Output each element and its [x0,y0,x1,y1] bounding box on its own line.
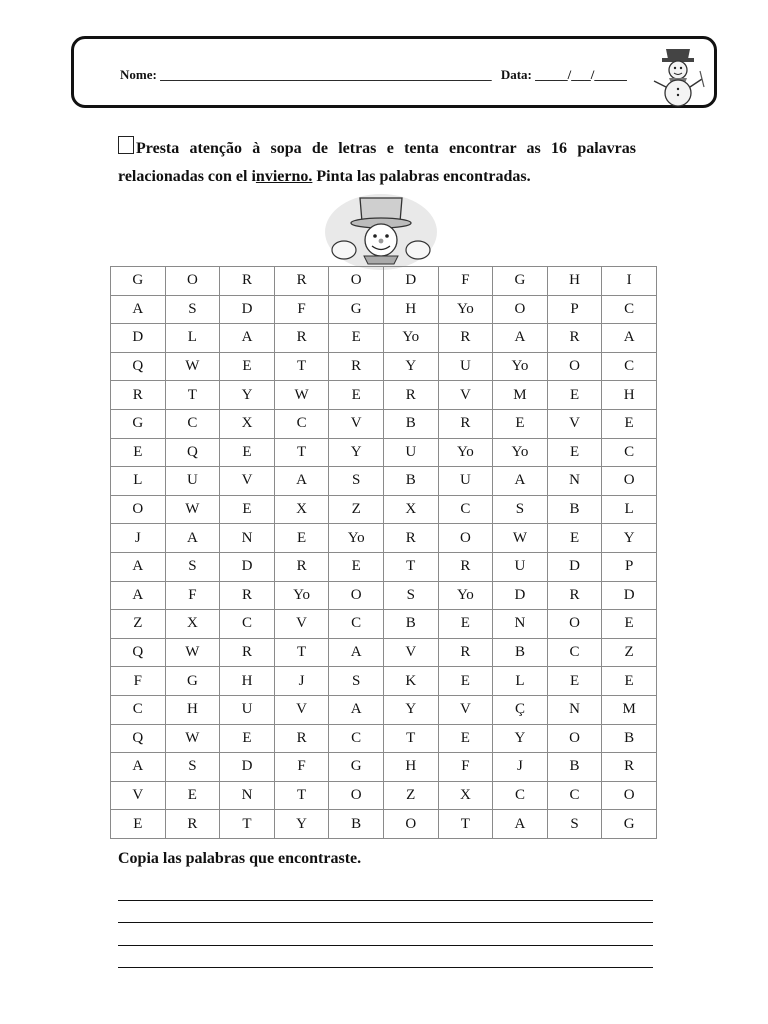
grid-letter-cell[interactable]: Y [329,438,384,467]
snowman-illustration [322,192,440,272]
grid-letter-cell[interactable]: R [438,324,493,353]
grid-letter-cell[interactable]: R [274,267,329,296]
grid-letter-cell[interactable]: L [602,495,657,524]
grid-letter-cell[interactable]: F [438,267,493,296]
answer-line[interactable] [118,967,653,968]
grid-letter-cell[interactable]: O [438,524,493,553]
answer-line[interactable] [118,900,653,901]
grid-letter-cell[interactable]: C [602,438,657,467]
grid-letter-cell[interactable]: R [220,267,275,296]
grid-letter-cell[interactable]: R [220,638,275,667]
grid-letter-cell[interactable]: A [602,324,657,353]
grid-letter-cell[interactable]: G [111,409,166,438]
grid-letter-cell[interactable]: H [165,695,220,724]
grid-letter-cell[interactable]: E [438,724,493,753]
name-field-label[interactable]: Nome: ___________________________________________________ [120,67,492,82]
grid-letter-cell[interactable]: V [438,381,493,410]
grid-letter-cell[interactable]: F [111,667,166,696]
grid-row [111,495,657,524]
grid-letter-cell[interactable]: X [383,495,438,524]
grid-letter-cell[interactable]: Yo [274,581,329,610]
grid-letter-cell[interactable]: O [383,810,438,839]
grid-letter-cell[interactable]: E [220,724,275,753]
grid-letter-cell[interactable]: Yo [493,438,548,467]
grid-letter-cell[interactable]: E [111,810,166,839]
grid-letter-cell[interactable]: U [220,695,275,724]
grid-letter-cell[interactable]: O [547,610,602,639]
grid-letter-cell[interactable]: E [329,324,384,353]
grid-row [111,352,657,381]
grid-letter-cell[interactable]: G [329,295,384,324]
grid-letter-cell[interactable]: Z [111,610,166,639]
grid-letter-cell[interactable]: X [438,781,493,810]
grid-letter-cell[interactable]: E [220,495,275,524]
grid-letter-cell[interactable]: D [111,324,166,353]
instructions [118,135,636,191]
grid-row [111,267,657,296]
grid-letter-cell[interactable]: A [111,581,166,610]
grid-letter-cell[interactable]: E [438,610,493,639]
grid-letter-cell[interactable]: E [493,409,548,438]
grid-letter-cell[interactable]: Ç [493,695,548,724]
grid-letter-cell[interactable]: X [165,610,220,639]
grid-letter-cell[interactable]: R [274,324,329,353]
grid-letter-cell[interactable]: T [274,438,329,467]
grid-letter-cell[interactable]: S [493,495,548,524]
grid-letter-cell[interactable]: O [493,295,548,324]
grid-letter-cell[interactable]: A [329,638,384,667]
grid-letter-cell[interactable]: T [274,638,329,667]
grid-letter-cell[interactable]: G [329,753,384,782]
grid-letter-cell[interactable]: V [329,409,384,438]
grid-letter-cell[interactable]: F [274,753,329,782]
grid-letter-cell[interactable]: R [547,581,602,610]
grid-letter-cell[interactable]: Yo [329,524,384,553]
grid-letter-cell[interactable]: R [438,638,493,667]
grid-letter-cell[interactable]: B [547,495,602,524]
grid-letter-cell[interactable]: P [547,295,602,324]
grid-letter-cell[interactable]: V [274,610,329,639]
grid-letter-cell[interactable]: C [493,781,548,810]
grid-row [111,610,657,639]
grid-letter-cell[interactable]: A [493,467,548,496]
grid-letter-cell[interactable]: Yo [383,324,438,353]
grid-letter-cell[interactable]: C [602,295,657,324]
grid-letter-cell[interactable]: R [383,381,438,410]
grid-letter-cell[interactable]: E [547,438,602,467]
grid-letter-cell[interactable]: I [602,267,657,296]
grid-letter-cell[interactable]: N [220,781,275,810]
grid-letter-cell[interactable]: A [165,524,220,553]
grid-letter-cell[interactable]: D [220,295,275,324]
grid-letter-cell[interactable]: G [165,667,220,696]
grid-letter-cell[interactable]: W [165,724,220,753]
grid-letter-cell[interactable]: T [220,810,275,839]
grid-letter-cell[interactable]: R [383,524,438,553]
grid-letter-cell[interactable]: V [111,781,166,810]
grid-letter-cell[interactable]: A [111,295,166,324]
grid-letter-cell[interactable]: E [220,438,275,467]
grid-letter-cell[interactable]: P [602,552,657,581]
grid-letter-cell[interactable]: R [220,581,275,610]
grid-letter-cell[interactable]: E [329,552,384,581]
grid-letter-cell[interactable]: V [274,695,329,724]
grid-letter-cell[interactable]: C [438,495,493,524]
grid-letter-cell[interactable]: H [383,295,438,324]
grid-letter-cell[interactable]: T [165,381,220,410]
grid-letter-cell[interactable]: E [329,381,384,410]
grid-letter-cell[interactable]: Yo [438,581,493,610]
grid-letter-cell[interactable]: Y [493,724,548,753]
grid-letter-cell[interactable]: H [383,753,438,782]
grid-letter-cell[interactable]: H [602,381,657,410]
grid-letter-cell[interactable]: D [220,552,275,581]
header-fields [120,67,627,83]
answer-line[interactable] [118,945,653,946]
grid-letter-cell[interactable]: R [329,352,384,381]
grid-letter-cell[interactable]: R [547,324,602,353]
grid-letter-cell[interactable]: Z [602,638,657,667]
grid-letter-cell[interactable]: V [383,638,438,667]
grid-letter-cell[interactable]: U [438,352,493,381]
grid-letter-cell[interactable]: Z [329,495,384,524]
grid-row [111,295,657,324]
grid-letter-cell[interactable]: D [493,581,548,610]
grid-letter-cell[interactable]: H [547,267,602,296]
grid-row [111,781,657,810]
grid-letter-cell[interactable]: U [493,552,548,581]
date-field-label[interactable]: Data: _____/___/_____ [500,67,627,82]
grid-letter-cell[interactable]: B [602,724,657,753]
grid-letter-cell[interactable]: Q [111,352,166,381]
grid-row [111,552,657,581]
grid-letter-cell[interactable]: E [111,438,166,467]
grid-letter-cell[interactable]: W [274,381,329,410]
grid-letter-cell[interactable]: Y [220,381,275,410]
grid-letter-cell[interactable]: M [602,695,657,724]
grid-letter-cell[interactable]: Q [111,638,166,667]
grid-letter-cell[interactable]: C [165,409,220,438]
grid-letter-cell[interactable]: S [165,552,220,581]
grid-letter-cell[interactable]: H [220,667,275,696]
grid-letter-cell[interactable]: V [438,695,493,724]
grid-letter-cell[interactable]: O [329,581,384,610]
grid-letter-cell[interactable]: W [165,638,220,667]
grid-letter-cell[interactable]: S [547,810,602,839]
grid-row [111,810,657,839]
grid-letter-cell[interactable]: O [602,781,657,810]
grid-letter-cell[interactable]: Q [111,724,166,753]
grid-letter-cell[interactable]: C [220,610,275,639]
grid-letter-cell[interactable]: C [329,724,384,753]
grid-letter-cell[interactable]: A [493,810,548,839]
grid-letter-cell[interactable]: B [329,810,384,839]
grid-letter-cell[interactable]: C [329,610,384,639]
grid-letter-cell[interactable]: O [547,724,602,753]
grid-row [111,753,657,782]
grid-letter-cell[interactable]: T [274,781,329,810]
grid-letter-cell[interactable]: R [438,552,493,581]
grid-letter-cell[interactable]: J [111,524,166,553]
grid-letter-cell[interactable]: V [547,409,602,438]
grid-letter-cell[interactable]: Yo [438,438,493,467]
grid-letter-cell[interactable]: X [274,495,329,524]
grid-letter-cell[interactable]: B [383,467,438,496]
grid-row [111,695,657,724]
instructions-text-end: Pinta las palabras encontradas. [312,168,531,185]
grid-row [111,638,657,667]
grid-letter-cell[interactable]: X [220,409,275,438]
grid-row [111,324,657,353]
grid-letter-cell[interactable]: J [493,753,548,782]
grid-row [111,381,657,410]
grid-letter-cell[interactable]: Y [274,810,329,839]
grid-letter-cell[interactable]: E [602,667,657,696]
grid-letter-cell[interactable]: U [383,438,438,467]
grid-letter-cell[interactable]: B [493,638,548,667]
snowman-icon [648,41,708,107]
header-box [71,36,717,108]
grid-letter-cell[interactable]: S [383,581,438,610]
grid-letter-cell[interactable]: E [165,781,220,810]
grid-letter-cell[interactable]: J [274,667,329,696]
grid-letter-cell[interactable]: T [274,352,329,381]
grid-letter-cell[interactable]: L [165,324,220,353]
grid-letter-cell[interactable]: O [111,495,166,524]
grid-letter-cell[interactable]: N [547,467,602,496]
grid-letter-cell[interactable]: Yo [438,295,493,324]
grid-letter-cell[interactable]: G [602,810,657,839]
grid-letter-cell[interactable]: C [547,781,602,810]
grid-letter-cell[interactable]: K [383,667,438,696]
instructions-text: Presta atenção à sopa de letras e tenta encontrar as 16 palavras relacionadas con el i [118,140,636,185]
answer-line[interactable] [118,922,653,923]
grid-letter-cell[interactable]: C [111,695,166,724]
grid-letter-cell[interactable]: F [165,581,220,610]
grid-row [111,724,657,753]
grid-letter-cell[interactable]: E [547,524,602,553]
grid-letter-cell[interactable]: B [383,409,438,438]
grid-letter-cell[interactable]: S [329,467,384,496]
grid-letter-cell[interactable]: A [493,324,548,353]
grid-letter-cell[interactable]: W [165,495,220,524]
grid-letter-cell[interactable]: N [547,695,602,724]
grid-letter-cell[interactable]: B [383,610,438,639]
grid-letter-cell[interactable]: Q [165,438,220,467]
grid-letter-cell[interactable]: A [274,467,329,496]
grid-letter-cell[interactable]: O [602,467,657,496]
grid-letter-cell[interactable]: N [220,524,275,553]
grid-letter-cell[interactable]: C [274,409,329,438]
grid-letter-cell[interactable]: V [220,467,275,496]
grid-letter-cell[interactable]: C [547,638,602,667]
grid-row [111,581,657,610]
checkbox-icon [118,136,134,154]
grid-letter-cell[interactable]: S [165,295,220,324]
grid-letter-cell[interactable]: R [274,724,329,753]
grid-letter-cell[interactable]: A [111,552,166,581]
grid-letter-cell[interactable]: O [165,267,220,296]
grid-letter-cell[interactable]: A [329,695,384,724]
grid-letter-cell[interactable]: E [438,667,493,696]
grid-letter-cell[interactable]: F [274,295,329,324]
grid-letter-cell[interactable]: Y [383,352,438,381]
grid-letter-cell[interactable]: D [602,581,657,610]
grid-letter-cell[interactable]: R [274,552,329,581]
grid-letter-cell[interactable]: O [329,267,384,296]
grid-letter-cell[interactable]: R [111,381,166,410]
copy-instructions: Copia las palabras que encontraste. [118,850,362,867]
grid-letter-cell[interactable]: G [493,267,548,296]
grid-letter-cell[interactable]: O [547,352,602,381]
grid-letter-cell[interactable]: U [165,467,220,496]
grid-letter-cell[interactable]: C [602,352,657,381]
grid-letter-cell[interactable]: Z [383,781,438,810]
grid-letter-cell[interactable]: D [220,753,275,782]
grid-letter-cell[interactable]: M [493,381,548,410]
grid-letter-cell[interactable]: E [602,610,657,639]
grid-letter-cell[interactable]: E [602,409,657,438]
grid-row [111,467,657,496]
grid-letter-cell[interactable]: W [493,524,548,553]
grid-letter-cell[interactable]: E [547,381,602,410]
grid-letter-cell[interactable]: G [111,267,166,296]
grid-letter-cell[interactable]: E [547,667,602,696]
grid-letter-cell[interactable]: R [602,753,657,782]
grid-row [111,667,657,696]
grid-row [111,438,657,467]
grid-letter-cell[interactable]: Y [602,524,657,553]
grid-letter-cell[interactable]: N [493,610,548,639]
grid-letter-cell[interactable]: S [329,667,384,696]
grid-letter-cell[interactable]: T [438,810,493,839]
grid-letter-cell[interactable]: A [220,324,275,353]
grid-letter-cell[interactable]: W [165,352,220,381]
grid-letter-cell[interactable]: O [329,781,384,810]
grid-letter-cell[interactable]: L [111,467,166,496]
grid-letter-cell[interactable]: R [165,810,220,839]
grid-letter-cell[interactable]: R [438,409,493,438]
instructions-underlined-word: nvierno. [255,168,313,185]
grid-row [111,524,657,553]
grid-row [111,409,657,438]
grid-letter-cell[interactable]: E [220,352,275,381]
grid-letter-cell[interactable]: Y [383,695,438,724]
grid-letter-cell[interactable]: B [547,753,602,782]
grid-letter-cell[interactable]: L [493,667,548,696]
grid-letter-cell[interactable]: U [438,467,493,496]
word-search-grid [110,266,657,839]
grid-letter-cell[interactable]: D [383,267,438,296]
grid-letter-cell[interactable]: S [165,753,220,782]
grid-letter-cell[interactable]: F [438,753,493,782]
grid-letter-cell[interactable]: T [383,724,438,753]
grid-letter-cell[interactable]: T [383,552,438,581]
grid-letter-cell[interactable]: A [111,753,166,782]
grid-letter-cell[interactable]: E [274,524,329,553]
grid-letter-cell[interactable]: D [547,552,602,581]
grid-letter-cell[interactable]: Yo [493,352,548,381]
